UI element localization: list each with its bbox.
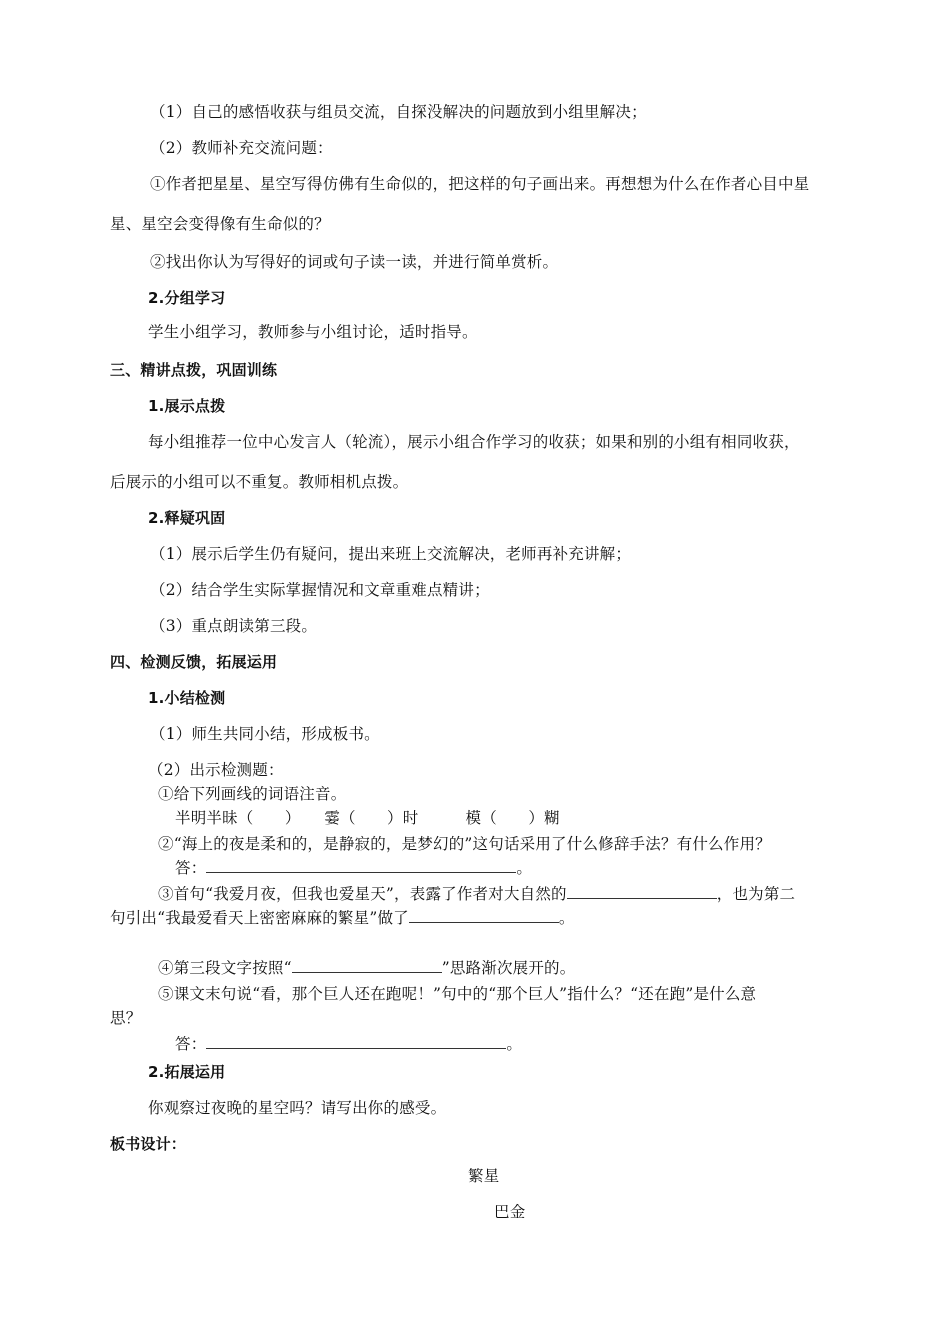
answer-blank[interactable]	[292, 958, 442, 973]
question-line: ①给下列画线的词语注音。	[158, 785, 347, 803]
text-line: 学生小组学习，教师参与小组讨论，适时指导。	[148, 323, 478, 341]
section-heading: 四、检测反馈，拓展运用	[110, 653, 278, 671]
answer-blank[interactable]	[206, 858, 516, 873]
text-line: ②找出你认为写得好的词或句子读一读，并进行简单赏析。	[150, 253, 559, 271]
subsection-heading: 2.分组学习	[148, 289, 226, 307]
text-line: （2）出示检测题：	[148, 761, 284, 779]
text-line: 后展示的小组可以不重复。教师相机点拨。	[110, 473, 409, 491]
subsection-heading: 2.拓展运用	[148, 1063, 226, 1081]
text-line: 星、星空会变得像有生命似的？	[110, 215, 330, 233]
subsection-heading: 1.小结检测	[148, 689, 226, 707]
text-line: ①作者把星星、星空写得仿佛有生命似的，把这样的句子画出来。再想想为什么在作者心目中星	[150, 175, 810, 193]
section-heading: 三、精讲点拨，巩固训练	[110, 361, 278, 379]
text-line: （2）教师补充交流问题：	[150, 139, 333, 157]
subsection-heading: 2.释疑巩固	[148, 509, 226, 527]
board-title: 繁星	[468, 1167, 500, 1185]
answer-blank[interactable]	[206, 1034, 506, 1049]
question-line: 思？	[110, 1009, 142, 1027]
subsection-heading: 1.展示点拨	[148, 397, 226, 415]
section-heading: 板书设计：	[110, 1135, 187, 1153]
question-line: ④第三段文字按照“ ”思路渐次展开的。	[158, 959, 576, 977]
question-line: ⑤课文末句说“看，那个巨人还在跑呢！”句中的“那个巨人”指什么？“还在跑”是什么意	[158, 985, 757, 1003]
answer-blank[interactable]	[409, 908, 559, 923]
text-line: （1）自己的感悟收获与组员交流，自探没解决的问题放到小组里解决；	[150, 103, 647, 121]
text-line: （2）结合学生实际掌握情况和文章重难点精讲；	[150, 581, 490, 599]
text-line: 每小组推荐一位中心发言人（轮流），展示小组合作学习的收获；如果和别的小组有相同收获，	[148, 433, 800, 451]
question-line: ③首句“我爱月夜，但我也爱星天”，表露了作者对大自然的 ，也为第二	[158, 885, 796, 903]
answer-line: 答： 。	[175, 1035, 523, 1053]
question-line: 句引出“我最爱看天上密密麻麻的繁星”做了 。	[110, 909, 575, 927]
text-line: 你观察过夜晚的星空吗？请写出你的感受。	[148, 1099, 447, 1117]
text-line: （3）重点朗读第三段。	[150, 617, 318, 635]
question-line: 半明半昧（ ） 霎（ ）时 模（ ）糊	[175, 809, 560, 827]
answer-blank[interactable]	[567, 884, 717, 899]
text-line: （1）展示后学生仍有疑问，提出来班上交流解决，老师再补充讲解；	[150, 545, 632, 563]
answer-line: 答： 。	[175, 859, 533, 877]
text-line: （1）师生共同小结，形成板书。	[150, 725, 380, 743]
board-author: 巴金	[494, 1203, 526, 1221]
question-line: ②“海上的夜是柔和的，是静寂的，是梦幻的”这句话采用了什么修辞手法？有什么作用？	[158, 835, 771, 853]
